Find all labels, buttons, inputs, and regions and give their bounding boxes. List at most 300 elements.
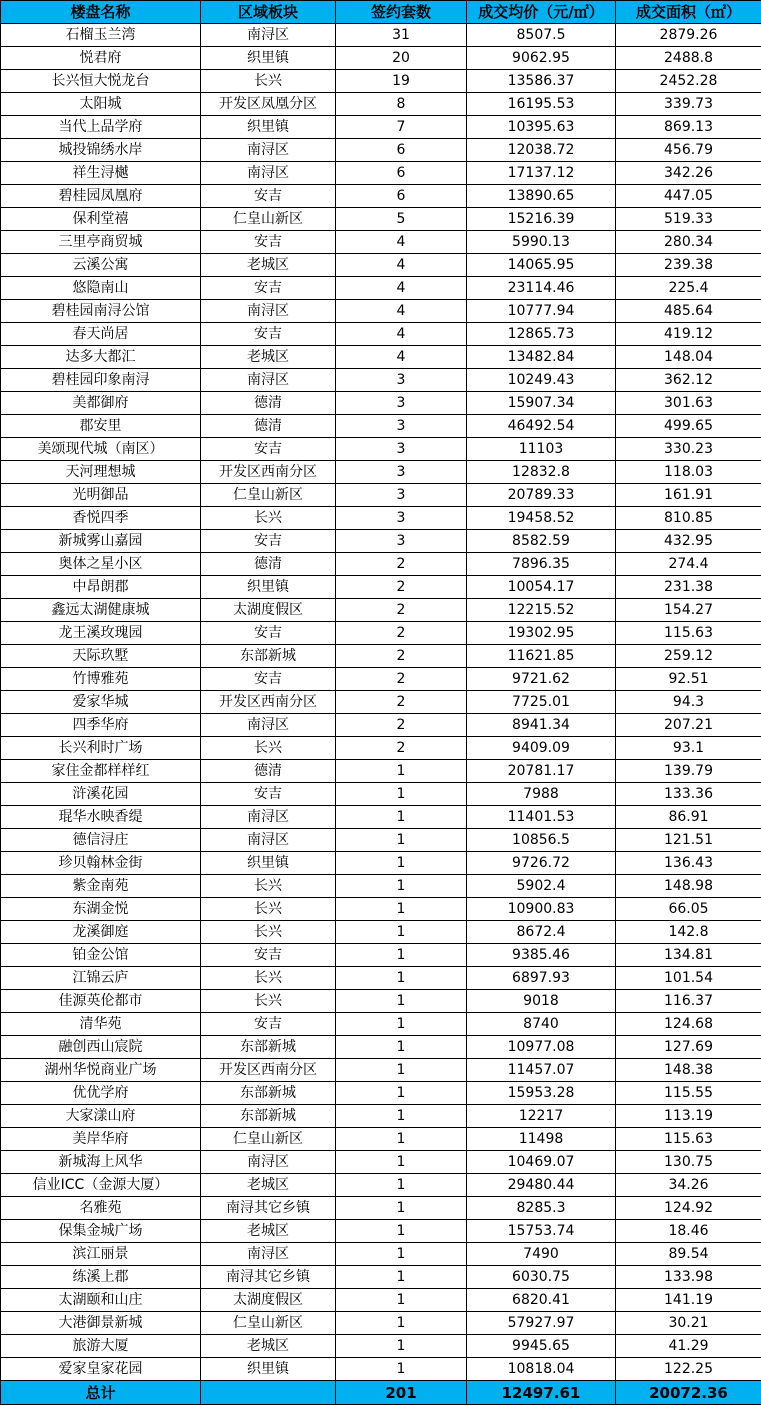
table-row [1, 484, 761, 507]
table-row [1, 1036, 761, 1059]
cell-area: 810.85 [616, 507, 761, 530]
table-row [1, 1312, 761, 1335]
cell-avg-price: 19458.52 [467, 507, 616, 530]
cell-avg-price: 5902.4 [467, 875, 616, 898]
cell-units-signed: 1 [336, 921, 467, 944]
cell-avg-price: 10977.08 [467, 1036, 616, 1059]
cell-project-name: 保利堂禧 [1, 208, 201, 231]
table-row [1, 1128, 761, 1151]
cell-avg-price: 10249.43 [467, 369, 616, 392]
cell-units-signed: 2 [336, 737, 467, 760]
cell-project-name: 江锦云庐 [1, 967, 201, 990]
cell-project-name: 清华苑 [1, 1013, 201, 1036]
cell-units-signed: 1 [336, 898, 467, 921]
table-row [1, 1082, 761, 1105]
cell-district: 南浔区 [201, 1243, 336, 1266]
cell-avg-price: 11621.85 [467, 645, 616, 668]
cell-avg-price: 8740 [467, 1013, 616, 1036]
cell-units-signed: 1 [336, 760, 467, 783]
cell-avg-price: 15907.34 [467, 392, 616, 415]
table-row [1, 346, 761, 369]
cell-area: 259.12 [616, 645, 761, 668]
cell-avg-price: 8507.5 [467, 24, 616, 47]
header-row [1, 1, 761, 24]
cell-district: 安吉 [201, 622, 336, 645]
table-row [1, 461, 761, 484]
cell-units-signed: 1 [336, 1289, 467, 1312]
cell-project-name: 保集金城广场 [1, 1220, 201, 1243]
cell-units-signed: 2 [336, 622, 467, 645]
cell-units-signed: 4 [336, 254, 467, 277]
cell-units-signed: 1 [336, 1197, 467, 1220]
cell-avg-price: 12832.8 [467, 461, 616, 484]
cell-project-name: 德信浔庄 [1, 829, 201, 852]
cell-area: 485.64 [616, 300, 761, 323]
cell-avg-price: 17137.12 [467, 162, 616, 185]
cell-area: 362.12 [616, 369, 761, 392]
cell-avg-price: 15216.39 [467, 208, 616, 231]
cell-units-signed: 1 [336, 1220, 467, 1243]
cell-district: 仁皇山新区 [201, 1128, 336, 1151]
cell-avg-price: 15953.28 [467, 1082, 616, 1105]
cell-units-signed: 3 [336, 438, 467, 461]
cell-avg-price: 6030.75 [467, 1266, 616, 1289]
cell-units-signed: 3 [336, 369, 467, 392]
cell-area: 127.69 [616, 1036, 761, 1059]
total-area: 20072.36 [616, 1381, 761, 1405]
table-row [1, 1220, 761, 1243]
table-row [1, 93, 761, 116]
cell-area: 148.38 [616, 1059, 761, 1082]
cell-area: 41.29 [616, 1335, 761, 1358]
cell-district: 南浔区 [201, 24, 336, 47]
cell-area: 225.4 [616, 277, 761, 300]
cell-project-name: 悠隐南山 [1, 277, 201, 300]
cell-project-name: 碧桂园印象南浔 [1, 369, 201, 392]
cell-project-name: 湖州华悦商业广场 [1, 1059, 201, 1082]
cell-avg-price: 11103 [467, 438, 616, 461]
cell-district: 安吉 [201, 185, 336, 208]
total-district [201, 1381, 336, 1405]
cell-units-signed: 1 [336, 875, 467, 898]
cell-district: 南浔区 [201, 162, 336, 185]
cell-project-name: 祥生浔樾 [1, 162, 201, 185]
cell-area: 121.51 [616, 829, 761, 852]
table-row [1, 1105, 761, 1128]
cell-avg-price: 23114.46 [467, 277, 616, 300]
cell-project-name: 美颂现代城（南区） [1, 438, 201, 461]
cell-avg-price: 57927.97 [467, 1312, 616, 1335]
cell-avg-price: 9726.72 [467, 852, 616, 875]
table-row [1, 1335, 761, 1358]
table-row [1, 116, 761, 139]
cell-units-signed: 1 [336, 1059, 467, 1082]
cell-district: 德清 [201, 392, 336, 415]
table-row [1, 231, 761, 254]
cell-project-name: 紫金南苑 [1, 875, 201, 898]
cell-district: 织里镇 [201, 576, 336, 599]
cell-avg-price: 14065.95 [467, 254, 616, 277]
cell-avg-price: 9018 [467, 990, 616, 1013]
cell-project-name: 旅游大厦 [1, 1335, 201, 1358]
table-row [1, 369, 761, 392]
cell-project-name: 碧桂园凤凰府 [1, 185, 201, 208]
table-row [1, 1059, 761, 1082]
cell-district: 南浔区 [201, 1151, 336, 1174]
cell-project-name: 光明御品 [1, 484, 201, 507]
cell-project-name: 城投锦绣水岸 [1, 139, 201, 162]
cell-units-signed: 2 [336, 691, 467, 714]
table-row [1, 208, 761, 231]
header-avg-price: 成交均价（元/㎡） [467, 1, 616, 24]
cell-area: 139.79 [616, 760, 761, 783]
cell-district: 安吉 [201, 438, 336, 461]
cell-units-signed: 3 [336, 461, 467, 484]
cell-project-name: 长兴恒大悦龙台 [1, 70, 201, 93]
cell-units-signed: 1 [336, 944, 467, 967]
cell-district: 安吉 [201, 530, 336, 553]
cell-project-name: 太湖颐和山庄 [1, 1289, 201, 1312]
cell-area: 34.26 [616, 1174, 761, 1197]
cell-area: 124.68 [616, 1013, 761, 1036]
table-row [1, 438, 761, 461]
cell-district: 安吉 [201, 944, 336, 967]
cell-area: 207.21 [616, 714, 761, 737]
cell-district: 老城区 [201, 1335, 336, 1358]
cell-district: 安吉 [201, 783, 336, 806]
cell-area: 301.63 [616, 392, 761, 415]
cell-district: 长兴 [201, 875, 336, 898]
cell-units-signed: 3 [336, 507, 467, 530]
table-row [1, 1266, 761, 1289]
cell-avg-price: 46492.54 [467, 415, 616, 438]
cell-area: 115.63 [616, 1128, 761, 1151]
cell-area: 148.04 [616, 346, 761, 369]
cell-units-signed: 2 [336, 645, 467, 668]
cell-avg-price: 15753.74 [467, 1220, 616, 1243]
table-row [1, 760, 761, 783]
cell-units-signed: 6 [336, 139, 467, 162]
cell-district: 长兴 [201, 70, 336, 93]
cell-project-name: 悦君府 [1, 47, 201, 70]
cell-area: 456.79 [616, 139, 761, 162]
cell-district: 开发区西南分区 [201, 461, 336, 484]
cell-district: 开发区凤凰分区 [201, 93, 336, 116]
table-row [1, 1151, 761, 1174]
cell-project-name: 美岸华府 [1, 1128, 201, 1151]
cell-units-signed: 4 [336, 346, 467, 369]
cell-units-signed: 3 [336, 484, 467, 507]
cell-units-signed: 20 [336, 47, 467, 70]
cell-avg-price: 13482.84 [467, 346, 616, 369]
cell-district: 南浔区 [201, 139, 336, 162]
cell-area: 447.05 [616, 185, 761, 208]
cell-units-signed: 1 [336, 783, 467, 806]
cell-avg-price: 12217 [467, 1105, 616, 1128]
cell-units-signed: 1 [336, 1312, 467, 1335]
cell-project-name: 云溪公寓 [1, 254, 201, 277]
cell-area: 274.4 [616, 553, 761, 576]
cell-units-signed: 2 [336, 668, 467, 691]
cell-district: 仁皇山新区 [201, 208, 336, 231]
cell-project-name: 东湖金悦 [1, 898, 201, 921]
cell-avg-price: 11498 [467, 1128, 616, 1151]
cell-avg-price: 5990.13 [467, 231, 616, 254]
table-row [1, 737, 761, 760]
cell-avg-price: 8582.59 [467, 530, 616, 553]
cell-area: 154.27 [616, 599, 761, 622]
table-row [1, 139, 761, 162]
cell-avg-price: 7896.35 [467, 553, 616, 576]
cell-area: 239.38 [616, 254, 761, 277]
cell-district: 东部新城 [201, 1082, 336, 1105]
cell-units-signed: 1 [336, 1266, 467, 1289]
cell-units-signed: 1 [336, 1082, 467, 1105]
cell-project-name: 练溪上郡 [1, 1266, 201, 1289]
cell-area: 2488.8 [616, 47, 761, 70]
cell-project-name: 鑫远太湖健康城 [1, 599, 201, 622]
cell-units-signed: 31 [336, 24, 467, 47]
table-row [1, 530, 761, 553]
cell-avg-price: 9062.95 [467, 47, 616, 70]
cell-area: 66.05 [616, 898, 761, 921]
cell-avg-price: 16195.53 [467, 93, 616, 116]
cell-avg-price: 12038.72 [467, 139, 616, 162]
cell-area: 130.75 [616, 1151, 761, 1174]
table-row [1, 277, 761, 300]
cell-district: 长兴 [201, 507, 336, 530]
table-row [1, 300, 761, 323]
cell-district: 织里镇 [201, 852, 336, 875]
cell-units-signed: 1 [336, 1243, 467, 1266]
cell-district: 织里镇 [201, 47, 336, 70]
cell-area: 92.51 [616, 668, 761, 691]
cell-district: 南浔区 [201, 300, 336, 323]
table-row [1, 185, 761, 208]
cell-units-signed: 3 [336, 392, 467, 415]
cell-area: 30.21 [616, 1312, 761, 1335]
cell-district: 开发区西南分区 [201, 1059, 336, 1082]
table-row [1, 990, 761, 1013]
cell-units-signed: 3 [336, 415, 467, 438]
cell-units-signed: 1 [336, 1151, 467, 1174]
cell-area: 133.36 [616, 783, 761, 806]
cell-project-name: 新城海上风华 [1, 1151, 201, 1174]
total-label: 总计 [1, 1381, 201, 1405]
cell-district: 安吉 [201, 277, 336, 300]
cell-project-name: 三里亭商贸城 [1, 231, 201, 254]
cell-district: 仁皇山新区 [201, 484, 336, 507]
cell-project-name: 达多大都汇 [1, 346, 201, 369]
cell-district: 太湖度假区 [201, 599, 336, 622]
cell-avg-price: 9409.09 [467, 737, 616, 760]
cell-project-name: 融创西山宸院 [1, 1036, 201, 1059]
cell-project-name: 长兴利时广场 [1, 737, 201, 760]
cell-avg-price: 20781.17 [467, 760, 616, 783]
cell-avg-price: 13890.65 [467, 185, 616, 208]
cell-project-name: 天际玖墅 [1, 645, 201, 668]
cell-area: 499.65 [616, 415, 761, 438]
cell-avg-price: 10900.83 [467, 898, 616, 921]
cell-project-name: 名雅苑 [1, 1197, 201, 1220]
cell-district: 太湖度假区 [201, 1289, 336, 1312]
cell-units-signed: 3 [336, 530, 467, 553]
total-units: 201 [336, 1381, 467, 1405]
cell-project-name: 春天尚居 [1, 323, 201, 346]
cell-area: 93.1 [616, 737, 761, 760]
cell-avg-price: 8285.3 [467, 1197, 616, 1220]
cell-project-name: 碧桂园南浔公馆 [1, 300, 201, 323]
cell-avg-price: 11457.07 [467, 1059, 616, 1082]
table-row [1, 1013, 761, 1036]
cell-district: 安吉 [201, 323, 336, 346]
table-row [1, 921, 761, 944]
table-row [1, 323, 761, 346]
cell-project-name: 新城雾山嘉园 [1, 530, 201, 553]
cell-units-signed: 4 [336, 231, 467, 254]
cell-units-signed: 1 [336, 1358, 467, 1381]
cell-project-name: 龙王溪玫瑰园 [1, 622, 201, 645]
cell-units-signed: 8 [336, 93, 467, 116]
cell-district: 德清 [201, 553, 336, 576]
cell-project-name: 四季华府 [1, 714, 201, 737]
cell-units-signed: 19 [336, 70, 467, 93]
cell-project-name: 浒溪花园 [1, 783, 201, 806]
cell-units-signed: 6 [336, 185, 467, 208]
cell-project-name: 铂金公馆 [1, 944, 201, 967]
cell-area: 280.34 [616, 231, 761, 254]
cell-avg-price: 12215.52 [467, 599, 616, 622]
cell-district: 南浔区 [201, 369, 336, 392]
cell-avg-price: 7725.01 [467, 691, 616, 714]
cell-project-name: 天河理想城 [1, 461, 201, 484]
cell-project-name: 大港御景新城 [1, 1312, 201, 1335]
cell-project-name: 美都御府 [1, 392, 201, 415]
cell-district: 长兴 [201, 990, 336, 1013]
table-row [1, 1174, 761, 1197]
table-row [1, 47, 761, 70]
cell-district: 老城区 [201, 1174, 336, 1197]
cell-avg-price: 10469.07 [467, 1151, 616, 1174]
cell-units-signed: 1 [336, 852, 467, 875]
cell-project-name: 竹博雅苑 [1, 668, 201, 691]
cell-avg-price: 13586.37 [467, 70, 616, 93]
cell-project-name: 石榴玉兰湾 [1, 24, 201, 47]
cell-district: 东部新城 [201, 1036, 336, 1059]
cell-district: 长兴 [201, 921, 336, 944]
table-row [1, 507, 761, 530]
cell-avg-price: 19302.95 [467, 622, 616, 645]
cell-avg-price: 10777.94 [467, 300, 616, 323]
cell-area: 18.46 [616, 1220, 761, 1243]
cell-district: 南浔区 [201, 806, 336, 829]
table-row [1, 162, 761, 185]
cell-units-signed: 1 [336, 967, 467, 990]
table-row [1, 898, 761, 921]
cell-area: 419.12 [616, 323, 761, 346]
cell-area: 432.95 [616, 530, 761, 553]
cell-avg-price: 9721.62 [467, 668, 616, 691]
cell-units-signed: 1 [336, 806, 467, 829]
cell-avg-price: 6897.93 [467, 967, 616, 990]
cell-district: 德清 [201, 415, 336, 438]
cell-units-signed: 1 [336, 1174, 467, 1197]
cell-area: 339.73 [616, 93, 761, 116]
cell-project-name: 爱家华城 [1, 691, 201, 714]
table-row [1, 714, 761, 737]
table-row [1, 415, 761, 438]
cell-district: 德清 [201, 760, 336, 783]
cell-district: 安吉 [201, 231, 336, 254]
cell-area: 141.19 [616, 1289, 761, 1312]
cell-district: 老城区 [201, 346, 336, 369]
cell-project-name: 信业ICC（金源大厦） [1, 1174, 201, 1197]
cell-avg-price: 29480.44 [467, 1174, 616, 1197]
cell-units-signed: 4 [336, 323, 467, 346]
cell-area: 330.23 [616, 438, 761, 461]
total-avg-price: 12497.61 [467, 1381, 616, 1405]
cell-district: 织里镇 [201, 116, 336, 139]
cell-area: 2879.26 [616, 24, 761, 47]
cell-district: 南浔其它乡镇 [201, 1266, 336, 1289]
table-row [1, 1289, 761, 1312]
cell-avg-price: 10856.5 [467, 829, 616, 852]
cell-district: 长兴 [201, 898, 336, 921]
cell-units-signed: 7 [336, 116, 467, 139]
cell-district: 长兴 [201, 967, 336, 990]
table-row [1, 1197, 761, 1220]
cell-area: 86.91 [616, 806, 761, 829]
cell-project-name: 郡安里 [1, 415, 201, 438]
cell-project-name: 琨华水映香缇 [1, 806, 201, 829]
cell-avg-price: 9945.65 [467, 1335, 616, 1358]
cell-avg-price: 12865.73 [467, 323, 616, 346]
cell-project-name: 奥体之星小区 [1, 553, 201, 576]
table-row [1, 1243, 761, 1266]
cell-units-signed: 5 [336, 208, 467, 231]
cell-area: 133.98 [616, 1266, 761, 1289]
cell-units-signed: 6 [336, 162, 467, 185]
cell-area: 134.81 [616, 944, 761, 967]
cell-project-name: 佳源英伦都市 [1, 990, 201, 1013]
cell-avg-price: 6820.41 [467, 1289, 616, 1312]
cell-avg-price: 8672.4 [467, 921, 616, 944]
cell-units-signed: 4 [336, 300, 467, 323]
table-row [1, 24, 761, 47]
cell-units-signed: 2 [336, 599, 467, 622]
header-district: 区域板块 [201, 1, 336, 24]
table-row [1, 852, 761, 875]
cell-units-signed: 1 [336, 1128, 467, 1151]
table-row [1, 668, 761, 691]
cell-area: 2452.28 [616, 70, 761, 93]
cell-district: 东部新城 [201, 1105, 336, 1128]
cell-area: 122.25 [616, 1358, 761, 1381]
cell-district: 老城区 [201, 1220, 336, 1243]
cell-avg-price: 10395.63 [467, 116, 616, 139]
cell-area: 89.54 [616, 1243, 761, 1266]
cell-avg-price: 20789.33 [467, 484, 616, 507]
cell-area: 342.26 [616, 162, 761, 185]
cell-units-signed: 1 [336, 1013, 467, 1036]
cell-project-name: 太阳城 [1, 93, 201, 116]
table-row [1, 806, 761, 829]
cell-area: 115.63 [616, 622, 761, 645]
table-row [1, 944, 761, 967]
cell-district: 南浔区 [201, 714, 336, 737]
table-row [1, 576, 761, 599]
cell-district: 开发区西南分区 [201, 691, 336, 714]
